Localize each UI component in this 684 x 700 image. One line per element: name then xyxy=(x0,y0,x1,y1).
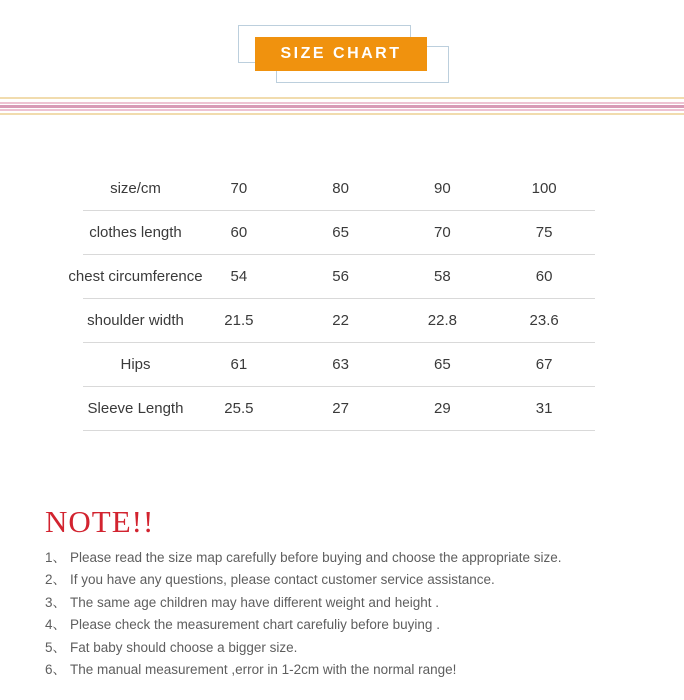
note-item xyxy=(45,637,645,659)
note-list xyxy=(45,547,645,681)
table-row xyxy=(83,343,595,387)
note-text: The same age children may have different weight and height . xyxy=(70,594,439,610)
table-cell: 70 xyxy=(230,180,248,197)
table-row xyxy=(83,387,595,431)
table-cell: 23.6 xyxy=(529,312,559,329)
divider-stripe-mauve xyxy=(0,105,684,108)
note-number: 5、 xyxy=(45,639,67,655)
note-number: 2、 xyxy=(45,572,67,588)
table-cell: 70 xyxy=(434,224,451,241)
table-cell: 31 xyxy=(535,400,553,417)
note-text: Fat baby should choose a bigger size. xyxy=(70,639,298,655)
table-row xyxy=(83,211,595,255)
table-cell: 58 xyxy=(434,268,451,285)
note-number: 1、 xyxy=(45,550,67,565)
note-text: If you have any questions, please contact customer service assistance. xyxy=(70,572,495,588)
size-chart-title: SIZE CHART xyxy=(280,45,402,62)
table-cell: 80 xyxy=(332,180,349,197)
note-text: Please check the measurement chart carefuliy before buying . xyxy=(70,617,440,633)
divider-stripe-yellow xyxy=(0,113,684,115)
row-label: shoulder width xyxy=(87,312,184,329)
table-cell: 21.5 xyxy=(224,312,254,329)
table-cell: 60 xyxy=(230,224,248,241)
table-cell: 22 xyxy=(332,312,349,329)
row-label: Sleeve Length xyxy=(87,400,184,417)
note-item xyxy=(45,659,645,681)
note-text: The manual measurement ,error in 1-2cm with the normal range! xyxy=(70,662,457,678)
table-cell: 54 xyxy=(230,268,248,285)
row-label: Hips xyxy=(120,356,151,373)
divider-stripe-pink xyxy=(0,109,684,111)
table-cell: 60 xyxy=(535,268,553,285)
table-cell: 90 xyxy=(434,180,451,197)
table-cell: 63 xyxy=(332,356,349,373)
size-chart-banner xyxy=(255,37,427,71)
note-heading: NOTE!! xyxy=(45,504,155,539)
size-table xyxy=(68,167,595,431)
divider-stripe-pink xyxy=(0,102,684,104)
table-row xyxy=(68,255,595,299)
table-row xyxy=(83,167,595,211)
row-label: clothes length xyxy=(89,224,182,241)
table-cell: 100 xyxy=(531,180,557,197)
note-number: 4、 xyxy=(45,617,67,633)
divider-stripe-yellow xyxy=(0,97,684,99)
table-cell: 65 xyxy=(332,224,349,241)
table-cell: 25.5 xyxy=(224,400,254,417)
note-number: 3、 xyxy=(45,594,67,610)
note-text: Please read the size map carefully before buying and choose the appropriate size. xyxy=(70,550,562,565)
table-cell: 75 xyxy=(535,224,553,241)
table-cell: 29 xyxy=(434,400,451,417)
table-cell: 67 xyxy=(535,356,553,373)
table-cell: 27 xyxy=(332,400,349,417)
table-cell: 61 xyxy=(230,356,248,373)
note-item xyxy=(45,614,645,636)
table-row xyxy=(83,299,595,343)
row-label: chest circumference xyxy=(68,268,203,285)
table-cell: 65 xyxy=(434,356,451,373)
note-number: 6、 xyxy=(45,662,67,678)
note-item xyxy=(45,547,645,569)
note-item xyxy=(45,569,645,591)
table-cell: 22.8 xyxy=(427,312,457,329)
note-item xyxy=(45,592,645,614)
row-label: size/cm xyxy=(110,180,161,197)
table-cell: 56 xyxy=(332,268,349,285)
striped-divider xyxy=(0,97,684,115)
